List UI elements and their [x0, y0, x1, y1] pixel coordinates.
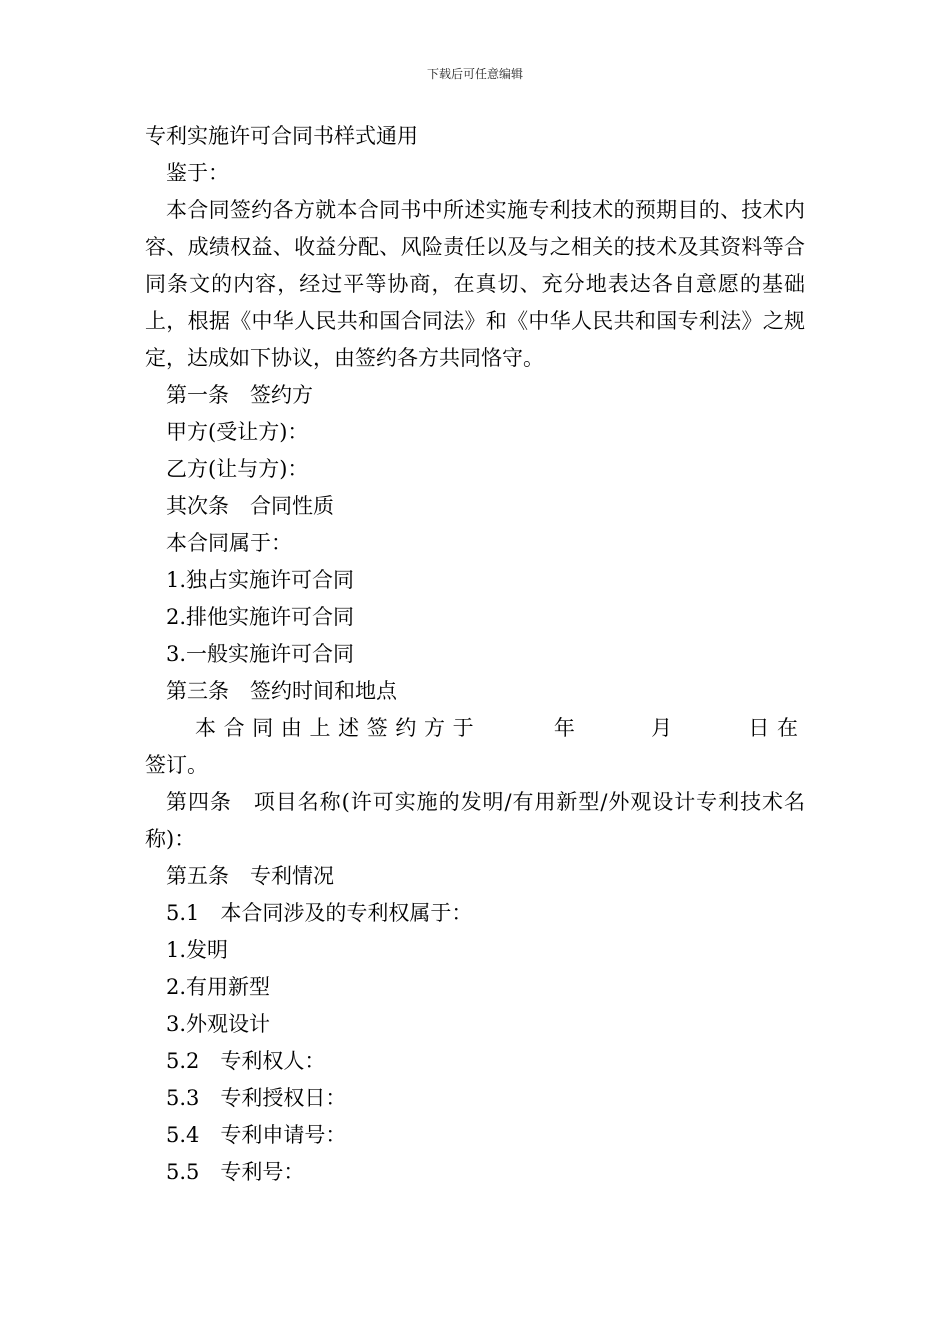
signing-tail: 签订。: [145, 753, 208, 777]
section-5-5: 5.5 专利号：: [166, 1160, 305, 1184]
preamble-paragraph: 本合同签约各方就本合同书中所述实施专利技术的预期目的、技术内容、成绩权益、收益分配、风险责任以及与之相关的技术及其资料等合同条文的内容，经过平等协商，在真切、充分地表达各自意愿的基础上，根据《中华人民共和国合同法》和《中华人民共和国专利法》之规定，达成如下协议，由签约各方共同恪守。: [145, 198, 805, 370]
contract-type-2: 2.排他实施许可合同: [166, 605, 355, 629]
party-b-label: 乙方(让与方)：: [166, 457, 309, 481]
article-1-heading: 第一条 签约方: [166, 383, 313, 407]
signing-year-label: 年: [553, 716, 583, 740]
header-note: 下载后可任意编辑: [426, 67, 523, 81]
signing-day-label: 日在: [747, 716, 805, 740]
whereas-label: 鉴于：: [166, 161, 229, 185]
section-5-3: 5.3 专利授权日：: [166, 1086, 347, 1110]
signing-month-label: 月: [650, 716, 680, 740]
patent-type-1: 1.发明: [166, 938, 229, 962]
document-title: 专利实施许可合同书样式通用: [145, 124, 418, 148]
patent-type-3: 3.外观设计: [166, 1012, 271, 1036]
article-3-heading: 第三条 签约时间和地点: [166, 679, 397, 703]
signing-prefix: 本合同由上述签约方于: [195, 716, 482, 740]
section-5-1: 5.1 本合同涉及的专利权属于：: [166, 901, 473, 925]
contract-belongs-label: 本合同属于：: [166, 531, 292, 555]
section-5-2: 5.2 专利权人：: [166, 1049, 326, 1073]
contract-type-3: 3.一般实施许可合同: [166, 642, 355, 666]
patent-type-2: 2.有用新型: [166, 975, 271, 999]
article-2-heading: 其次条 合同性质: [166, 494, 334, 518]
contract-type-1: 1.独占实施许可合同: [166, 568, 355, 592]
signing-date-line: [145, 710, 805, 747]
document-body: [145, 118, 805, 1191]
article-4-heading: 第四条 项目名称(许可实施的发明/有用新型/外观设计专利技术名称)：: [145, 790, 805, 851]
article-5-heading: 第五条 专利情况: [166, 864, 334, 888]
section-5-4: 5.4 专利申请号：: [166, 1123, 347, 1147]
party-a-label: 甲方(受让方)：: [166, 420, 309, 444]
